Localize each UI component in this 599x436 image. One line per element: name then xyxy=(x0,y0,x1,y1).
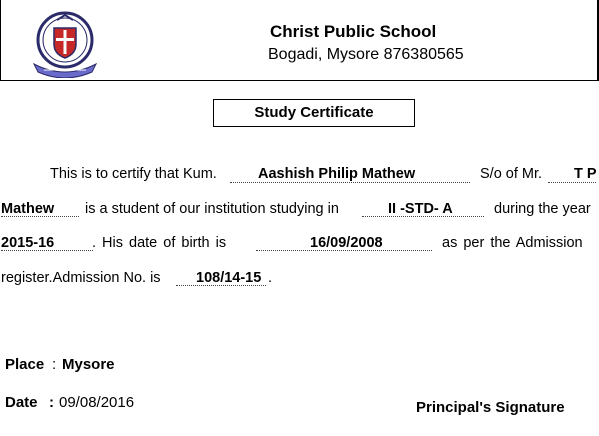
place-value: Mysore xyxy=(62,356,115,373)
admission-number: 108/14-15 xyxy=(196,270,262,286)
student-name: Aashish Philip Mathew xyxy=(258,166,416,182)
student-name-underline xyxy=(230,182,470,183)
date-value: 09/08/2016 xyxy=(59,394,135,411)
relation-text: S/o of Mr. xyxy=(480,166,543,182)
sentence-end-period: . xyxy=(268,270,273,286)
father-name-part1: T P xyxy=(574,166,597,182)
during-year-text: during the year xyxy=(494,201,591,217)
academic-year: 2015-16 xyxy=(1,235,55,251)
school-crest-icon xyxy=(26,8,104,78)
student-class: II -STD- A xyxy=(388,201,453,217)
certificate-title: Study Certificate xyxy=(213,99,415,127)
father-name-underline-2 xyxy=(1,216,79,217)
admission-text: as per the Admission xyxy=(442,235,583,251)
father-name-part2: Mathew xyxy=(1,201,55,217)
school-name: Christ Public School xyxy=(270,22,437,41)
register-text: register.Admission No. is xyxy=(1,270,161,286)
certify-intro-text: This is to certify that Kum. xyxy=(50,166,217,182)
header-frame-left-border xyxy=(0,0,1,80)
date-of-birth: 16/09/2008 xyxy=(310,235,383,251)
principal-signature-label: Principal's Signature xyxy=(416,399,565,416)
father-name-underline-1 xyxy=(548,182,596,183)
school-address: Bogadi, Mysore 876380565 xyxy=(268,46,464,63)
date-separator: : xyxy=(49,394,54,411)
studying-text: is a student of our institution studying in xyxy=(85,201,339,217)
academic-year-underline xyxy=(1,250,93,251)
place-label: Place xyxy=(5,356,45,373)
date-label: Date xyxy=(5,394,38,411)
dob-text: . His date of birth is xyxy=(92,235,227,251)
place-separator: : xyxy=(52,356,57,373)
